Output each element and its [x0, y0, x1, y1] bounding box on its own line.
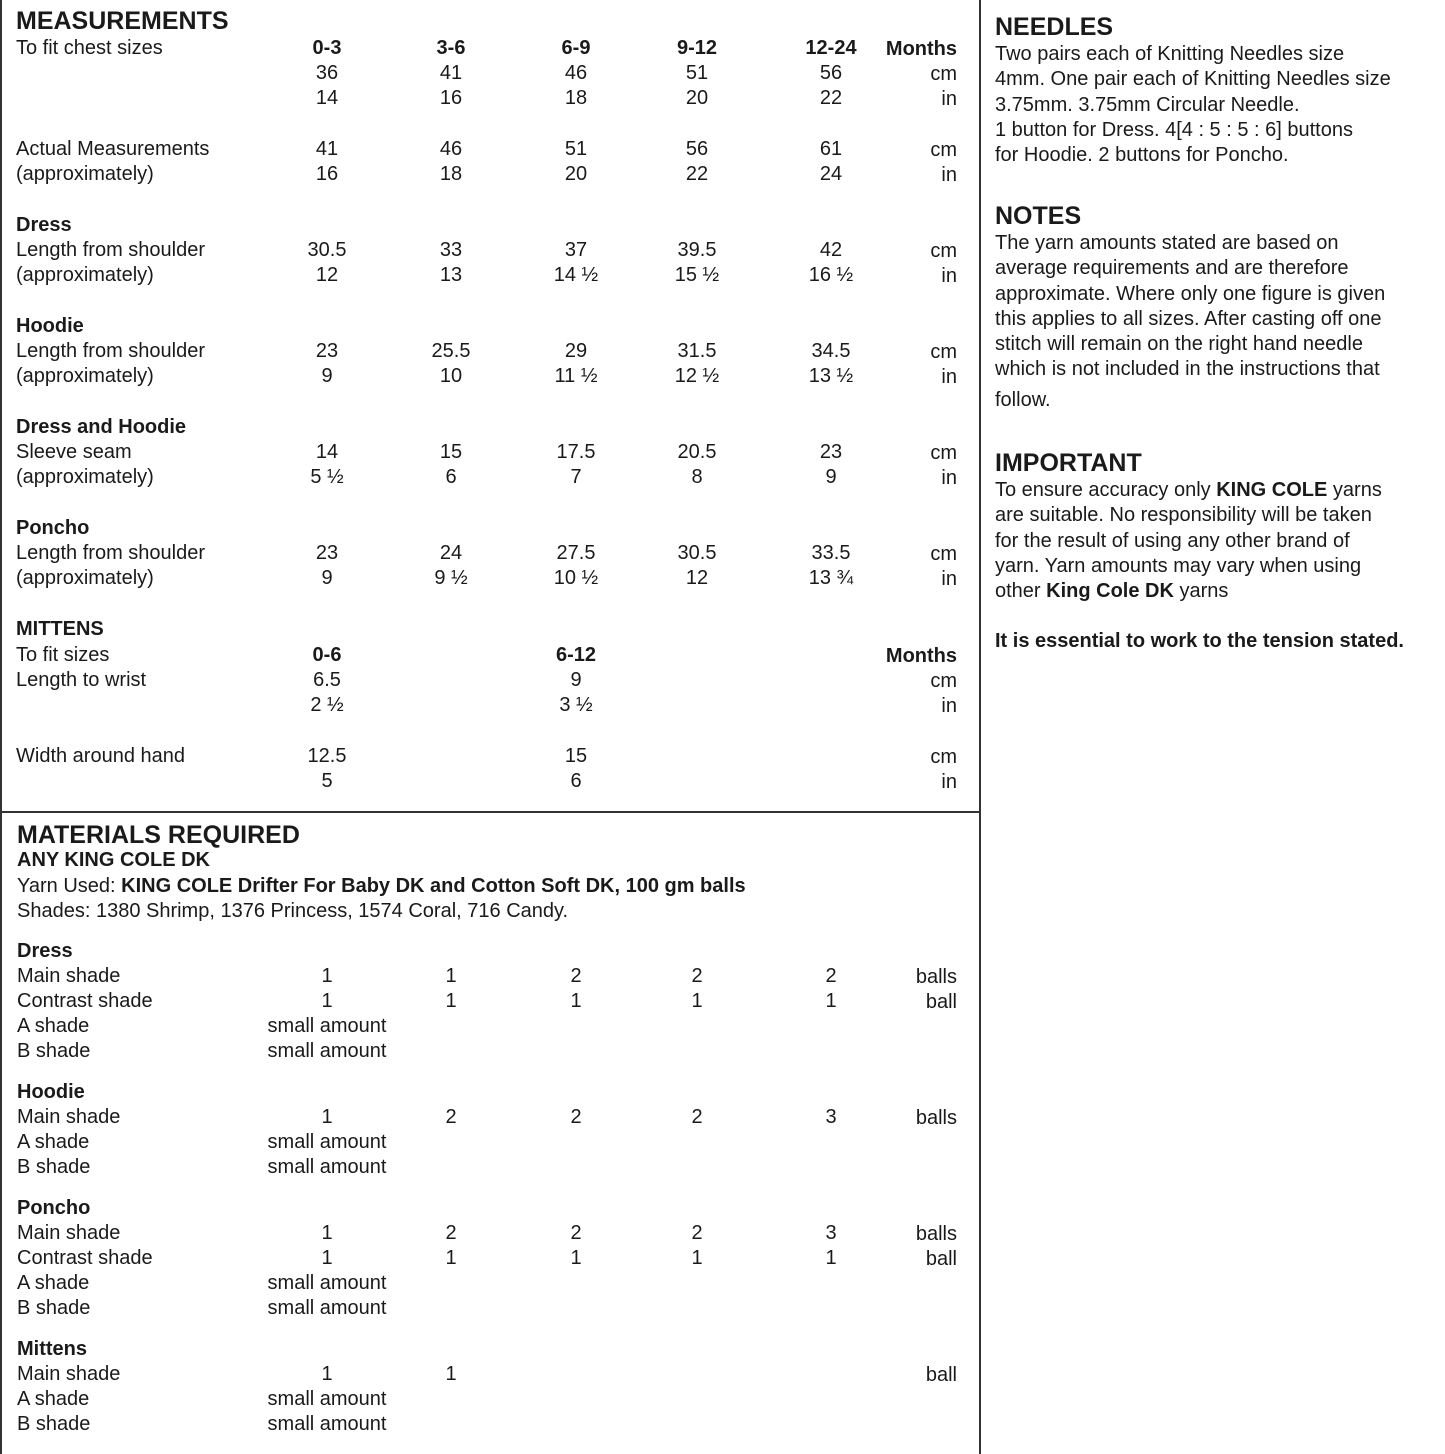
cell-value: 1 [321, 1222, 333, 1244]
cell-value: 14 ½ [553, 264, 599, 286]
cell-value: 2 [445, 1222, 457, 1244]
unit-label: in [941, 467, 957, 489]
cell-value: 1 [321, 965, 333, 987]
needles-text [995, 42, 1440, 168]
unit-label: in [941, 695, 957, 717]
needles-line: for Hoodie. 2 buttons for Poncho. [995, 144, 1289, 167]
row-label: Main shade [17, 1363, 121, 1385]
row-label: Main shade [17, 965, 121, 987]
cell-value: 2 ½ [310, 694, 344, 716]
cell-value: 15 ½ [674, 264, 720, 286]
size-header: 3-6 [436, 37, 466, 59]
cell-value: 15 [564, 745, 588, 767]
needles-line: 4mm. One pair each of Knitting Needles size [995, 68, 1391, 91]
cell-value: 23 [315, 340, 339, 362]
important-line [995, 579, 1440, 604]
cell-value: 1 [321, 1363, 333, 1385]
cell-value: 8 [691, 466, 703, 488]
important-title: IMPORTANT [995, 449, 1142, 477]
unit-label: ball [925, 991, 957, 1013]
group-title: Poncho [17, 1197, 91, 1219]
yarn-label: Yarn Used: [17, 875, 116, 897]
row-label: Width around hand [16, 745, 186, 767]
unit-label: cm [930, 670, 957, 692]
notes-line: stitch will remain on the right hand needle [995, 333, 1363, 356]
cell-value: 2 [691, 1222, 703, 1244]
unit-label: cm [930, 63, 957, 85]
cell-value: 2 [691, 1106, 703, 1128]
row-label: Length to wrist [16, 669, 147, 691]
cell-value: 1 [691, 1247, 703, 1269]
cell-value: 10 ½ [553, 567, 599, 589]
row-label: B shade [17, 1156, 91, 1178]
row-label: A shade [17, 1015, 90, 1037]
cell-value: 39.5 [677, 239, 717, 261]
cell-value: 12 [685, 567, 709, 589]
cell-value: 24 [819, 163, 843, 185]
section-title: MEASUREMENTS [16, 7, 229, 35]
cell-value: 2 [570, 1106, 582, 1128]
left-border [0, 0, 2, 1454]
cell-value: 12 [315, 264, 339, 286]
cell-value: 27.5 [556, 542, 596, 564]
important-line: yarn. Yarn amounts may vary when using [995, 554, 1362, 577]
unit-label: in [941, 164, 957, 186]
notes-line: average requirements and are therefore [995, 257, 1349, 280]
cell-value: small amount [267, 1272, 387, 1294]
cell-value: 1 [570, 1247, 582, 1269]
size-header: 6-9 [561, 37, 591, 59]
cell-value: 1 [691, 990, 703, 1012]
cell-value: 3 ½ [559, 694, 593, 716]
cell-value: small amount [267, 1131, 387, 1153]
cell-value: 12 ½ [674, 365, 720, 387]
size-header: 0-3 [312, 37, 342, 59]
row-label: Main shade [17, 1106, 121, 1128]
notes-line: The yarn amounts stated are based on [995, 232, 1339, 254]
cell-value: 9 [321, 365, 333, 387]
cell-value: 11 ½ [554, 365, 598, 387]
cell-value: 24 [439, 542, 463, 564]
row-label: A shade [17, 1131, 90, 1153]
cell-value: 9 [570, 669, 582, 691]
horizontal-divider [0, 811, 980, 813]
cell-value: 25.5 [431, 340, 471, 362]
row-label: Contrast shade [17, 1247, 153, 1269]
cell-value: 18 [564, 87, 588, 109]
group-title: Hoodie [17, 1081, 85, 1103]
group-title: Hoodie [16, 315, 84, 337]
cell-value: 41 [315, 138, 339, 160]
cell-value: 51 [564, 138, 588, 160]
row-label: Sleeve seam [16, 441, 132, 463]
cell-value: 22 [819, 87, 843, 109]
cell-value: 1 [825, 990, 837, 1012]
cell-value: 46 [564, 62, 588, 84]
cell-value: 46 [439, 138, 463, 160]
cell-value: 56 [819, 62, 843, 84]
cell-value: 3 [825, 1222, 837, 1244]
cell-value: small amount [267, 1388, 387, 1410]
group-title: Dress [16, 214, 72, 236]
row-label: (approximately) [16, 567, 154, 589]
cell-value: 34.5 [811, 340, 851, 362]
cell-value: 41 [439, 62, 463, 84]
group-title: Dress [17, 940, 73, 962]
row-label: Actual Measurements [16, 138, 210, 160]
shades-line: Shades: 1380 Shrimp, 1376 Princess, 1574 Coral, 716 Candy. [17, 900, 569, 922]
cell-value: 1 [445, 1247, 457, 1269]
unit-label: balls [915, 1107, 957, 1129]
cell-value: 16 [439, 87, 463, 109]
brand-name: King Cole DK [1046, 580, 1174, 603]
needles-line: Two pairs each of Knitting Needles size [995, 43, 1345, 65]
cell-value: 14 [315, 87, 339, 109]
important-line: for the result of using any other brand of [995, 529, 1350, 552]
cell-value: 23 [315, 542, 339, 564]
cell-value: 10 [439, 365, 463, 387]
cell-value: small amount [267, 1413, 387, 1435]
row-label: A shade [17, 1272, 90, 1294]
cell-value: 2 [691, 965, 703, 987]
unit-label: ball [925, 1364, 957, 1386]
row-label: B shade [17, 1413, 91, 1435]
cell-value: 16 [315, 163, 339, 185]
notes-title: NOTES [995, 202, 1082, 230]
text-span: To ensure accuracy only [995, 479, 1217, 501]
row-label: Main shade [17, 1222, 121, 1244]
brand-name: KING COLE [1216, 479, 1328, 501]
cell-value: 12.5 [307, 745, 347, 767]
needles-title: NEEDLES [995, 13, 1114, 41]
important-line: are suitable. No responsibility will be taken [995, 504, 1372, 527]
unit-label: Months [885, 645, 957, 667]
vertical-divider [979, 0, 981, 1454]
unit-label: in [941, 568, 957, 590]
cell-value: 2 [825, 965, 837, 987]
subtitle: ANY KING COLE DK [17, 849, 210, 871]
cell-value: 1 [570, 990, 582, 1012]
yarn-used-line [17, 874, 746, 899]
size-header: 6-12 [555, 644, 597, 666]
cell-value: 18 [439, 163, 463, 185]
unit-label: cm [930, 543, 957, 565]
cell-value: 29 [564, 340, 588, 362]
cell-value: 1 [445, 965, 457, 987]
cell-value: 13 [439, 264, 463, 286]
notes-line: follow. [995, 388, 1051, 411]
cell-value: 33.5 [811, 542, 851, 564]
cell-value: small amount [267, 1040, 387, 1062]
row-label: Length from shoulder [16, 340, 206, 362]
unit-label: in [941, 88, 957, 110]
cell-value: 61 [819, 138, 843, 160]
group-title: Poncho [16, 517, 90, 539]
notes-line: which is not included in the instructions that [995, 358, 1380, 381]
cell-value: 22 [685, 163, 709, 185]
cell-value: 23 [819, 441, 843, 463]
unit-label: in [941, 366, 957, 388]
unit-label: cm [930, 139, 957, 161]
text-span: yarns [1327, 479, 1382, 501]
section-title: MATERIALS REQUIRED [17, 821, 300, 849]
unit-label: cm [930, 341, 957, 363]
cell-value: 31.5 [677, 340, 717, 362]
row-label: B shade [17, 1297, 91, 1319]
row-label: Length from shoulder [16, 239, 206, 261]
row-label: Length from shoulder [16, 542, 206, 564]
cell-value: 20 [564, 163, 588, 185]
unit-label: cm [930, 746, 957, 768]
cell-value: 3 [825, 1106, 837, 1128]
cell-value: small amount [267, 1297, 387, 1319]
group-title: Mittens [17, 1338, 87, 1360]
cell-value: 2 [570, 965, 582, 987]
cell-value: 16 ½ [808, 264, 854, 286]
cell-value: 33 [439, 239, 463, 261]
size-header: 9-12 [676, 37, 718, 59]
row-label: Contrast shade [17, 990, 153, 1012]
row-label: (approximately) [16, 466, 154, 488]
cell-value: 36 [315, 62, 339, 84]
notes-text [995, 231, 1440, 413]
cell-value: 13 ½ [808, 365, 854, 387]
cell-value: 37 [564, 239, 588, 261]
cell-value: 17.5 [556, 441, 596, 463]
cell-value: 1 [825, 1247, 837, 1269]
row-label: (approximately) [16, 163, 154, 185]
cell-value: 20.5 [677, 441, 717, 463]
cell-value: 1 [445, 990, 457, 1012]
yarn-name: KING COLE Drifter For Baby DK and Cotton Soft DK, 100 gm balls [121, 875, 746, 897]
row-label: (approximately) [16, 264, 154, 286]
unit-label: balls [915, 966, 957, 988]
cell-value: small amount [267, 1156, 387, 1178]
tension-note: It is essential to work to the tension stated. [995, 630, 1404, 653]
cell-value: small amount [267, 1015, 387, 1037]
notes-line: this applies to all sizes. After casting off one [995, 307, 1382, 330]
row-label: To fit sizes [16, 644, 110, 666]
cell-value: 6 [445, 466, 457, 488]
cell-value: 5 [321, 770, 333, 792]
cell-value: 30.5 [677, 542, 717, 564]
text-span: yarns [1173, 580, 1229, 603]
row-label: To fit chest sizes [16, 37, 163, 59]
notes-line: approximate. Where only one figure is given [995, 282, 1386, 305]
cell-value: 7 [570, 466, 582, 488]
cell-value: 42 [819, 239, 843, 261]
group-title: Dress and Hoodie [16, 416, 187, 438]
unit-label: ball [925, 1248, 957, 1270]
cell-value: 6 [570, 770, 582, 792]
unit-label: in [941, 771, 957, 793]
cell-value: 5 ½ [310, 466, 344, 488]
cell-value: 6.5 [313, 669, 341, 691]
important-text [995, 478, 1440, 655]
cell-value: 2 [445, 1106, 457, 1128]
cell-value: 1 [445, 1363, 457, 1385]
size-header: 0-6 [312, 644, 342, 666]
cell-value: 9 ½ [434, 567, 468, 589]
important-line [995, 478, 1440, 503]
cell-value: 9 [825, 466, 837, 488]
row-label: A shade [17, 1388, 90, 1410]
cell-value: 1 [321, 1106, 333, 1128]
row-label: B shade [17, 1040, 91, 1062]
cell-value: 1 [321, 990, 333, 1012]
cell-value: 56 [685, 138, 709, 160]
cell-value: 14 [315, 441, 339, 463]
row-label: (approximately) [16, 365, 154, 387]
cell-value: 2 [570, 1222, 582, 1244]
cell-value: 20 [685, 87, 709, 109]
text-span: other [995, 580, 1047, 603]
size-header: 12-24 [805, 37, 857, 59]
unit-label: cm [930, 442, 957, 464]
cell-value: 30.5 [307, 239, 347, 261]
unit-label: in [941, 265, 957, 287]
unit-label: Months [885, 38, 957, 60]
cell-value: 51 [685, 62, 709, 84]
unit-label: cm [930, 240, 957, 262]
group-title: MITTENS [16, 618, 104, 640]
cell-value: 13 ¾ [808, 567, 854, 589]
cell-value: 9 [321, 567, 333, 589]
needles-line: 3.75mm. 3.75mm Circular Needle. [995, 93, 1300, 116]
cell-value: 15 [439, 441, 463, 463]
needles-line: 1 button for Dress. 4[4 : 5 : 5 : 6] buttons [995, 118, 1353, 141]
unit-label: balls [915, 1223, 957, 1245]
cell-value: 1 [321, 1247, 333, 1269]
